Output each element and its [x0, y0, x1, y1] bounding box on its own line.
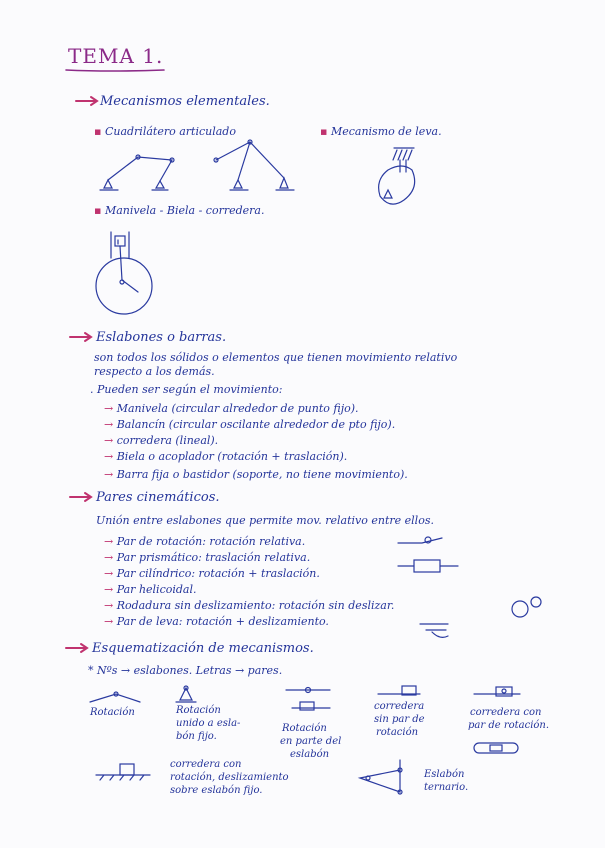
pair-symbols — [398, 537, 541, 637]
section-heading-eslabones: Eslabones o barras. — [96, 330, 227, 345]
label-corr-sin-3: rotación — [376, 727, 419, 738]
section-arrows — [66, 97, 97, 652]
pares-def: Unión entre eslabones que permite mov. relativo entre ellos. — [96, 514, 434, 527]
label-rotacion: Rotación — [90, 707, 135, 718]
par-type: → Par de rotación: rotación relativa. — [104, 535, 306, 548]
label-rot-fijo-2: unido a esla- — [176, 718, 241, 729]
section-heading-pares: Pares cinemáticos. — [96, 490, 220, 505]
par-type-label: Par helicoidal. — [116, 583, 197, 596]
par-type-label: Par cilíndrico: rotación + traslación. — [116, 567, 320, 580]
label-ternario-2: ternario. — [424, 782, 469, 793]
item-leva: ▪ Mecanismo de leva. — [320, 125, 442, 138]
eslabon-type: → Biela o acoplador (rotación + traslación). — [104, 450, 348, 463]
label-corr-desl-2: rotación, deslizamiento — [170, 772, 289, 783]
par-type: → Par de leva: rotación + deslizamiento. — [104, 615, 329, 628]
item-leva-label: Mecanismo de leva. — [330, 125, 442, 138]
label-corr-desl-3: sobre eslabón fijo. — [170, 785, 263, 796]
page-title: TEMA 1. — [68, 44, 164, 68]
eslabon-type-label: corredera (lineal). — [116, 434, 219, 447]
cam-mechanism-sketch — [379, 148, 415, 204]
crank-slider-sketch — [96, 232, 152, 314]
eslabones-pueden: . Pueden ser según el movimiento: — [90, 383, 283, 396]
eslabon-type-label: Biela o acoplador (rotación + traslación). — [116, 450, 348, 463]
item-cuadrilatero-label: Cuadrilátero articulado — [104, 125, 236, 138]
label-rot-fijo-1: Rotación — [176, 705, 221, 716]
par-type-label: Par prismático: traslación relativa. — [116, 551, 311, 564]
label-corr-con-1: corredera con — [470, 707, 542, 718]
eslabon-type-label: Barra fija o bastidor (soporte, no tiene movimiento). — [116, 468, 408, 481]
par-type: → Par helicoidal. — [104, 583, 197, 596]
four-bar-linkage-sketch — [100, 155, 174, 190]
label-ternario-1: Eslabón — [424, 769, 465, 780]
label-corr-con-2: par de rotación. — [468, 720, 550, 731]
item-manivela: ▪ Manivela - Biela - corredera. — [94, 204, 265, 217]
eslabon-type-label: Manivela (circular alrededor de punto fijo). — [116, 402, 359, 415]
eslabon-type: → corredera (lineal). — [104, 434, 219, 447]
esquema-subline: * Nºs → eslabones. Letras → pares. — [88, 664, 283, 677]
eslabon-type: → Balancín (circular oscilante alrededor de pto fijo). — [104, 418, 396, 431]
crossed-linkage-sketch — [214, 140, 294, 190]
par-type-label: Par de rotación: rotación relativa. — [116, 535, 306, 548]
item-cuadrilatero: ▪ Cuadrilátero articulado — [94, 125, 236, 138]
par-type: → Rodadura sin deslizamiento: rotación sin deslizar. — [104, 599, 395, 612]
label-corr-sin-1: corredera — [374, 701, 425, 712]
eslabones-def-2: respecto a los demás. — [94, 365, 215, 378]
item-manivela-label: Manivela - Biela - corredera. — [104, 204, 265, 217]
par-type: → Par prismático: traslación relativa. — [104, 551, 311, 564]
par-type-label: Par de leva: rotación + deslizamiento. — [116, 615, 329, 628]
section-heading-mecanismos: Mecanismos elementales. — [100, 94, 270, 109]
eslabon-type-label: Balancín (circular oscilante alrededor de pto fijo). — [116, 418, 396, 431]
label-rot-fijo-3: bón fijo. — [176, 731, 217, 742]
label-rot-parte-1: Rotación — [282, 723, 327, 734]
label-corr-desl-1: corredera con — [170, 759, 242, 770]
par-type-label: Rodadura sin deslizamiento: rotación sin deslizar. — [116, 599, 395, 612]
title-underline — [66, 70, 164, 71]
eslabon-type: → Manivela (circular alrededor de punto fijo). — [104, 402, 359, 415]
label-rot-parte-3: eslabón — [290, 749, 330, 760]
eslabones-def-1: son todos los sólidos o elementos que tienen movimiento relativo — [94, 351, 458, 364]
section-heading-esquematizacion: Esquematización de mecanismos. — [92, 641, 314, 656]
par-type: → Par cilíndrico: rotación + traslación. — [104, 567, 320, 580]
label-rot-parte-2: en parte del — [280, 736, 342, 747]
eslabon-type: → Barra fija o bastidor (soporte, no tiene movimiento). — [104, 468, 408, 481]
label-corr-sin-2: sin par de — [374, 714, 425, 725]
